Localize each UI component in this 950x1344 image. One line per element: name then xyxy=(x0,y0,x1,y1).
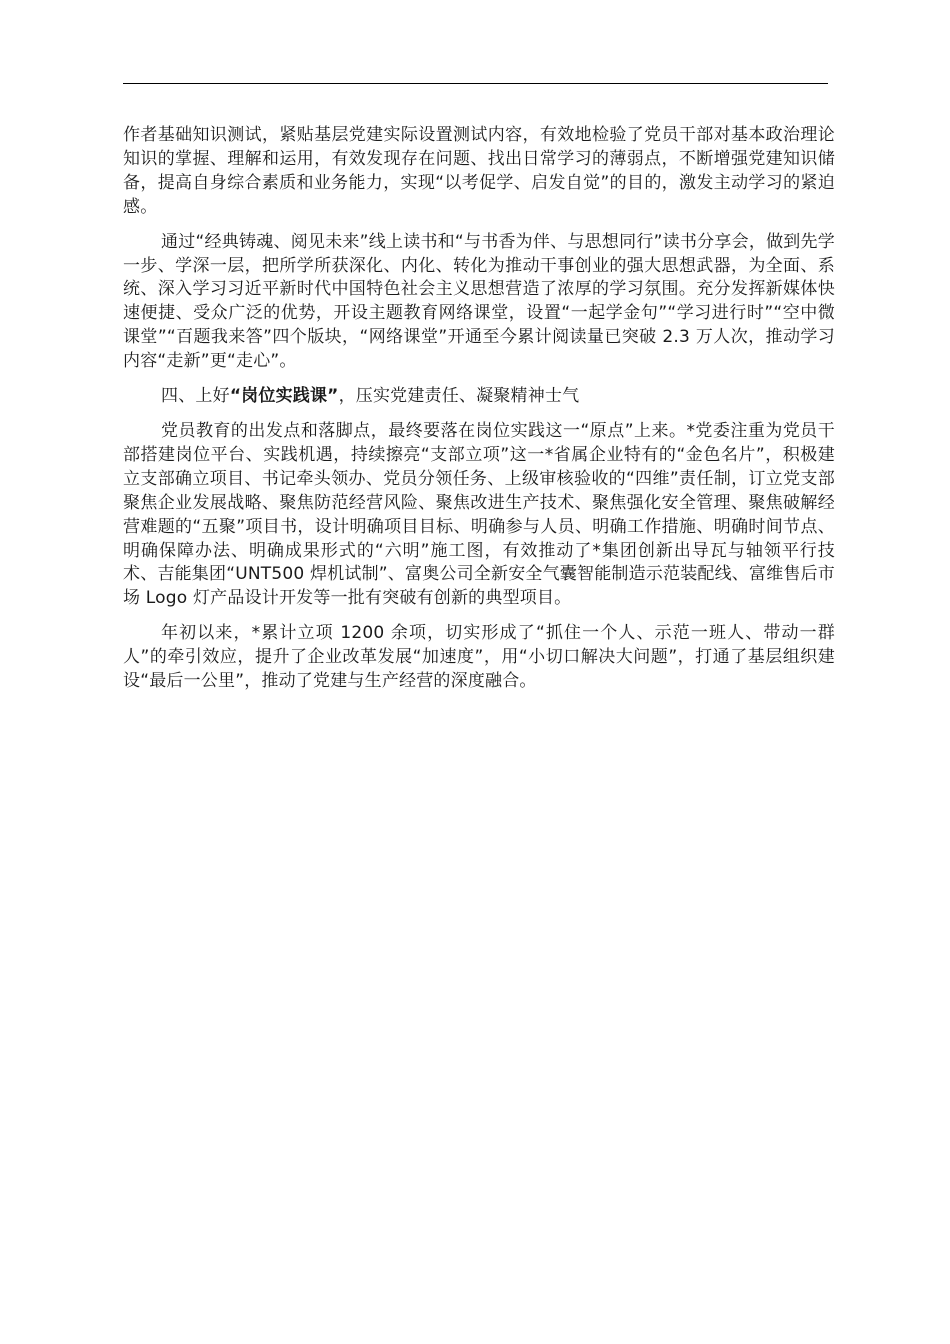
heading-prefix: 四、上好 xyxy=(161,386,230,407)
heading-emphasis: “岗位实践课” xyxy=(229,386,339,407)
paragraph-post-practice: 党员教育的出发点和落脚点，最终要落在岗位实践这一“原点”上来。*党委注重为党员干部搭建岗位平台、实践机遇，持续擦亮“支部立项”这一*省属企业特有的“金色名片”，积极建立支部确立项目、书记牵头领办、党员分领任务、上级审核验收的“四维”责任制，订立党支部聚焦企业发展战略、聚焦防范经营风险、聚焦改进生产技术、聚焦强化安全管理、聚焦破解经营难题的“五聚”项目书，设计明确项目目标、明确参与人员、明确工作措施、明确时间节点、明确保障办法、明确成果形式的“六明”施工图，有效推动了*集团创新出导瓦与轴领平行技术、吉能集团“UNT500 焊机试制”、富奥公司全新安全气囊智能制造示范装配线、富维售后市场 Logo 灯产品设计开发等一批有突破有创新的典型项目。 xyxy=(123,420,836,609)
paragraph-knowledge-test: 作者基础知识测试，紧贴基层党建实际设置测试内容，有效地检验了党员干部对基本政治理论知识的掌握、理解和运用，有效发现存在问题、找出日常学习的薄弱点，不断增强党建知识储备，提高自身综合素质和业务能力，实现“以考促学、启发自觉”的目的，激发主动学习的紧迫感。 xyxy=(123,125,835,217)
paragraph-reading-activities: 通过“经典铸魂、阅见未来”线上读书和“与书香为伴、与思想同行”读书分享会，做到先学一步、学深一层，把所学所获深化、内化、转化为推动干事创业的强大思想武器，为全面、系统、深入学习习近平新时代中国特色社会主义思想营造了浓厚的学习氛围。充分发挥新媒体快速便捷、受众广泛的优势，开设主题教育网络课堂，设置“一起学金句”“学习进行时”“空中微课堂”“百题我来答”四个版块，“网络课堂”开通至今累计阅读量已突破 2.3 万人次，推动学习内容“走新”更“走心”。 xyxy=(123,231,835,372)
header-divider xyxy=(123,83,828,84)
section-heading-four xyxy=(123,385,835,409)
heading-suffix: ，压实党建责任、凝聚精神士气 xyxy=(338,386,580,407)
paragraph-results: 年初以来，*累计立项 1200 余项，切实形成了“抓住一个人、示范一班人、带动一群人”的牵引效应，提升了企业改革发展“加速度”，用“小切口解决大问题”，打通了基层组织建设“最后一公里”，推动了党建与生产经营的深度融合。 xyxy=(123,623,835,692)
document-body xyxy=(123,124,835,705)
